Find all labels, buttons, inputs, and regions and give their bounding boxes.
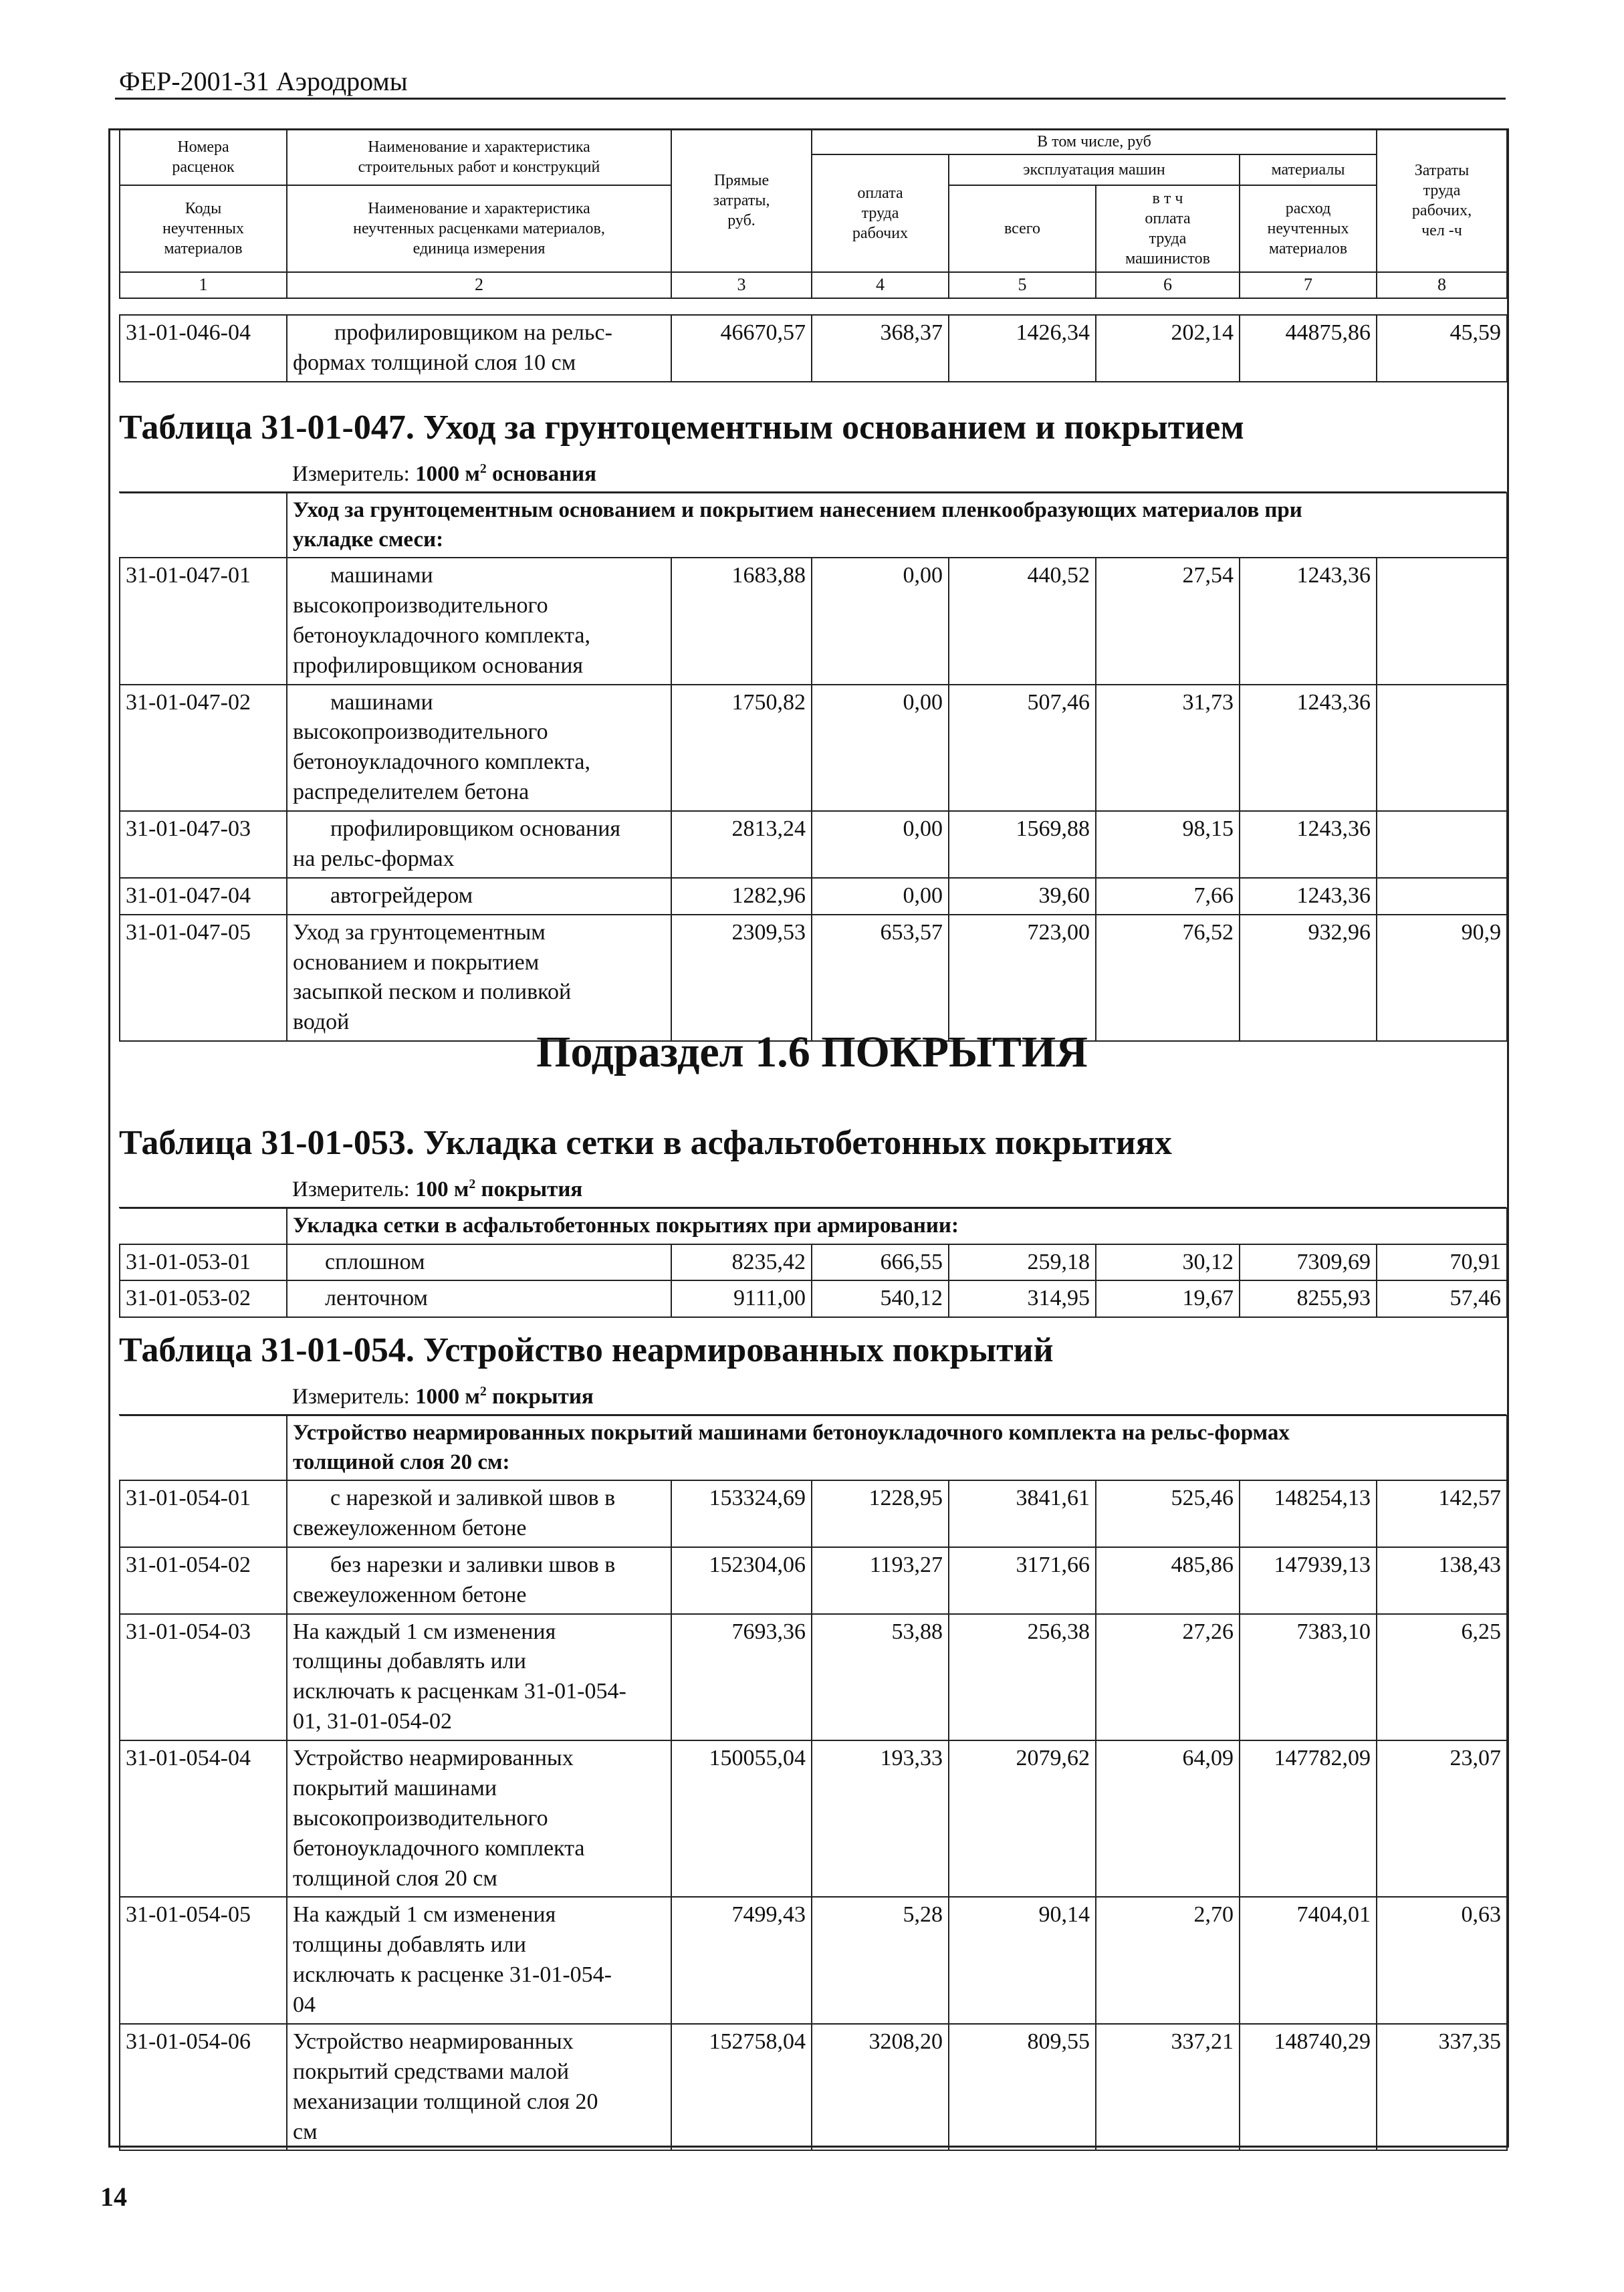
table-row: 31-01-053-02 ленточном 9111,00 540,12 314,95 19,67 8255,93 57,46 <box>120 1280 1507 1317</box>
table-row: 31-01-047-05 Уход за грунтоцементным основанием и покрытием засыпкой песком и поливкой водой 2309,53 653,57 723,00 76,52 932,96 90,9 <box>120 915 1507 1042</box>
group-row <box>120 1208 1507 1244</box>
group-row <box>120 493 1507 558</box>
table-row: 31-01-054-05 На каждый 1 см изменения толщины добавлять или исключать к расценке 31-01-054- 04 7499,43 5,28 90,14 2,70 7404,01 0,63 <box>120 1897 1507 2024</box>
table-047-measure: Измеритель: 1000 $м^2$ основания <box>292 461 597 486</box>
subsection-heading: Подраздел 1.6 ПОКРЫТИЯ <box>536 1028 1088 1076</box>
group-heading: Устройство неармированных покрытий машинами бетоноукладочного комплекта на рельс-формах толщиной слоя 20 см: <box>287 1415 1507 1480</box>
continuation-table <box>119 314 1508 382</box>
header-material-use-cell: расход неучтенных материалов <box>1240 185 1377 272</box>
rate-name: Уход за грунтоцементным основанием и покрытием засыпкой песком и поливкой водой <box>287 915 671 1042</box>
header-machines-cell: эксплуатация машин <box>949 154 1240 185</box>
header-rule <box>115 98 1506 100</box>
table-054-measure: Измеритель: 1000 $м^2$ покрытия <box>292 1384 594 1409</box>
header-materials-cell: материалы <box>1240 154 1377 185</box>
header-numbers-cell: Номера расценок <box>120 129 287 185</box>
header-codes-cell: Коды неучтенных материалов <box>120 185 287 272</box>
header-material-name-cell: Наименование и характеристика неучтенных расценками материалов, единица измерения <box>287 185 671 272</box>
column-number-row: 1 2 3 4 5 6 7 8 <box>120 272 1507 298</box>
group-row <box>120 1415 1507 1480</box>
document-header-title: ФЕР-2001-31 Аэродромы <box>119 66 408 96</box>
header-direct-cost-cell: Прямые затраты, руб. <box>671 129 812 272</box>
group-heading: Укладка сетки в асфальтобетонных покрытиях при армировании: <box>287 1208 1507 1244</box>
table-row: 31-01-047-01 машинами высокопроизводительного бетоноукладочного комплекта, профилировщиком основания 1683,88 0,00 440,52 27,54 1243,36 <box>120 558 1507 685</box>
rate-name: с нарезкой и заливкой швов в свежеуложенном бетоне <box>287 1480 671 1547</box>
header-labor-cell: оплата труда рабочих <box>812 154 949 272</box>
table-047 <box>119 492 1508 1042</box>
rate-name: автогрейдером <box>287 878 671 915</box>
table-054 <box>119 1415 1508 2151</box>
table-054-title: Таблица 31-01-054. Устройство неармированных покрытий <box>119 1331 1054 1369</box>
rate-name: Устройство неармированных покрытий машинами высокопроизводительного бетоноукладочного комплекта толщиной слоя 20 см <box>287 1740 671 1897</box>
page-number: 14 <box>100 2182 127 2212</box>
table-row: 31-01-054-01 с нарезкой и заливкой швов в свежеуложенном бетоне 153324,69 1228,95 3841,61 525,46 148254,13 142,57 <box>120 1480 1507 1547</box>
table-row: 31-01-054-06 Устройство неармированных покрытий средствами малой механизации толщиной слоя 20 см 152758,04 3208,20 809,55 337,21 148740,29 337,35 <box>120 2024 1507 2151</box>
table-row: 31-01-054-03 На каждый 1 см изменения толщины добавлять или исключать к расценкам 31-01-054- 01, 31-01-054-02 7693,36 53,88 256,38 27,26 7383,10 6,25 <box>120 1614 1507 1741</box>
rate-name: Устройство неармированных покрытий средствами малой механизации толщиной слоя 20 см <box>287 2024 671 2151</box>
rate-name: без нарезки и заливки швов в свежеуложенном бетоне <box>287 1547 671 1614</box>
table-row: 31-01-047-02 машинами высокопроизводительного бетоноукладочного комплекта, распределителем бетона 1750,82 0,00 507,46 31,73 1243,36 <box>120 685 1507 812</box>
table-053-title: Таблица 31-01-053. Укладка сетки в асфальтобетонных покрытиях <box>119 1124 1172 1162</box>
header-including-cell: В том числе, руб <box>812 129 1377 154</box>
table-row: 31-01-054-02 без нарезки и заливки швов в свежеуложенном бетоне 152304,06 1193,27 3171,66 485,86 147939,13 138,43 <box>120 1547 1507 1614</box>
table-row: 31-01-054-04 Устройство неармированных покрытий машинами высокопроизводительного бетоноукладочного комплекта толщиной слоя 20 см 150055,04 193,33 2079,62 64,09 147782,09 23,07 <box>120 1740 1507 1897</box>
table-row: 31-01-047-04 автогрейдером 1282,96 0,00 39,60 7,66 1243,36 <box>120 878 1507 915</box>
table-047-title: Таблица 31-01-047. Уход за грунтоцементным основанием и покрытием <box>119 409 1244 447</box>
rate-name: машинами высокопроизводительного бетоноукладочного комплекта, распределителем бетона <box>287 685 671 812</box>
rate-name: профилировщиком основания на рельс-формах <box>287 811 671 878</box>
header-operator-wages-cell: в т ч оплата труда машинистов <box>1096 185 1240 272</box>
table-row: 31-01-046-04 профилировщиком на рельс- формах толщиной слоя 10 см 46670,57 368,37 1426,34 202,14 44875,86 45,59 <box>120 315 1507 382</box>
header-name-cell: Наименование и характеристика строительных работ и конструкций <box>287 129 671 185</box>
table-053-measure: Измеритель: 100 $м^2$ покрытия <box>292 1177 583 1201</box>
rate-code: 31-01-046-04 <box>120 315 287 382</box>
rate-name: профилировщиком на рельс- формах толщиной слоя 10 см <box>287 315 671 382</box>
table-row: 31-01-047-03 профилировщиком основания на рельс-формах 2813,24 0,00 1569,88 98,15 1243,36 <box>120 811 1507 878</box>
rate-name: На каждый 1 см изменения толщины добавлять или исключать к расценке 31-01-054- 04 <box>287 1897 671 2024</box>
column-header-table <box>119 128 1508 299</box>
header-labor-hours-cell: Затраты труда рабочих, чел -ч <box>1377 129 1507 272</box>
rate-name: машинами высокопроизводительного бетоноукладочного комплекта, профилировщиком основания <box>287 558 671 685</box>
table-row: 31-01-053-01 сплошном 8235,42 666,55 259,18 30,12 7309,69 70,91 <box>120 1244 1507 1281</box>
rate-name: На каждый 1 см изменения толщины добавлять или исключать к расценкам 31-01-054- 01, 31-01-054-02 <box>287 1614 671 1741</box>
header-total-cell: всего <box>949 185 1096 272</box>
group-heading: Уход за грунтоцементным основанием и покрытием нанесением пленкообразующих материалов при укладке смеси: <box>287 493 1507 558</box>
table-053 <box>119 1208 1508 1318</box>
